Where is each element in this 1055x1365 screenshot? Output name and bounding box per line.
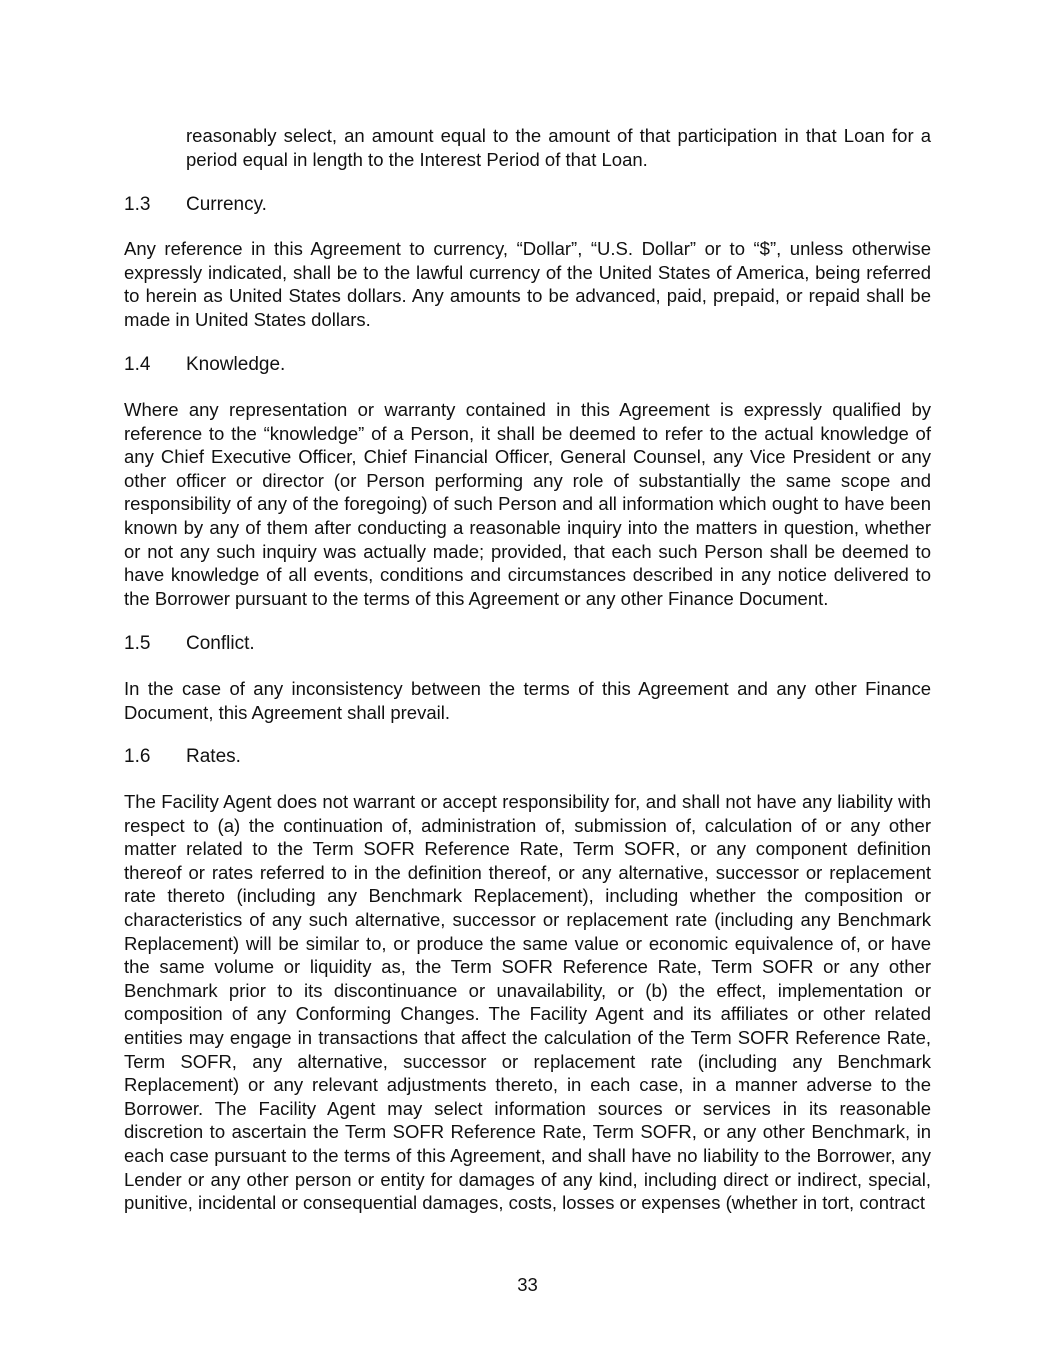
section-heading-rates <box>124 745 241 769</box>
section-title: Knowledge. <box>186 354 286 375</box>
conflict-paragraph: In the case of any inconsistency between the terms of this Agreement and any other Finance Document, this Agreement shall prevail. <box>124 678 931 723</box>
section-title: Currency. <box>186 194 267 215</box>
continuation-paragraph: reasonably select, an amount equal to the amount of that participation in that Loan for a period equal in length to the Interest Period of that Loan. <box>186 125 931 170</box>
section-heading-currency <box>124 193 267 217</box>
section-heading-knowledge <box>124 353 285 377</box>
page-number: 33 <box>517 1274 538 1295</box>
currency-paragraph: Any reference in this Agreement to currency, “Dollar”, “U.S. Dollar” or to “$”, unless otherwise expressly indicated, shall be to the lawful currency of the United States of America, being referred to herein as United States dollars. Any amounts to be advanced, paid, prepaid, or repaid shall be made in United States dollars. <box>124 238 931 330</box>
section-number: 1.6 <box>124 746 151 767</box>
rates-paragraph: The Facility Agent does not warrant or accept responsibility for, and shall not have any liability with respect to (a) the continuation of, administration of, submission of, calculation of or any other matter related to the Term SOFR Reference Rate, Term SOFR, or any component definition thereof or rates referred to in the definition thereof, or any alternative, successor or replacement rate thereto (including any Benchmark Replacement), including whether the composition or characteristics of any such alternative, successor or replacement rate (including any Benchmark Replacement) will be similar to, or produce the same value or economic equivalence of, or have the same volume or liquidity as, the Term SOFR Reference Rate, Term SOFR or any other Benchmark prior to its discontinuance or unavailability, or (b) the effect, implementation or composition of any Conforming Changes. The Facility Agent and its affiliates or other related entities may engage in transactions that affect the calculation of the Term SOFR Reference Rate, Term SOFR, any alternative, successor or replacement rate (including any Benchmark Replacement) or any relevant adjustments thereto, in each case, in a manner adverse to the Borrower. The Facility Agent may select information sources or services in its reasonable discretion to ascertain the Term SOFR Reference Rate, Term SOFR, or any other Benchmark, in each case pursuant to the terms of this Agreement, and shall have no liability to the Borrower, any Lender or any other person or entity for damages of any kind, including direct or indirect, special, punitive, incidental or consequential damages, costs, losses or expenses (whether in tort, contract <box>124 791 931 1214</box>
knowledge-paragraph: Where any representation or warranty contained in this Agreement is expressly qualified by reference to the “knowledge” of a Person, it shall be deemed to refer to the actual knowledge of any Chief Executive Officer, Chief Financial Officer, General Counsel, any Vice President or any other officer or director (or Person performing any role of substantially the same scope and responsibility of any of the foregoing) of such Person and all information which ought to have been known by any of them after conducting a reasonable inquiry into the matters in question, whether or not any such inquiry was actually made; provided, that each such Person shall be deemed to have knowledge of all events, conditions and circumstances described in any notice delivered to the Borrower pursuant to the terms of this Agreement or any other Finance Document. <box>124 399 931 609</box>
document-page <box>124 0 931 1365</box>
section-heading-conflict <box>124 632 255 656</box>
section-number: 1.5 <box>124 633 151 654</box>
section-title: Conflict. <box>186 633 255 654</box>
section-number: 1.3 <box>124 194 151 215</box>
section-number: 1.4 <box>124 354 151 375</box>
section-title: Rates. <box>186 746 241 767</box>
